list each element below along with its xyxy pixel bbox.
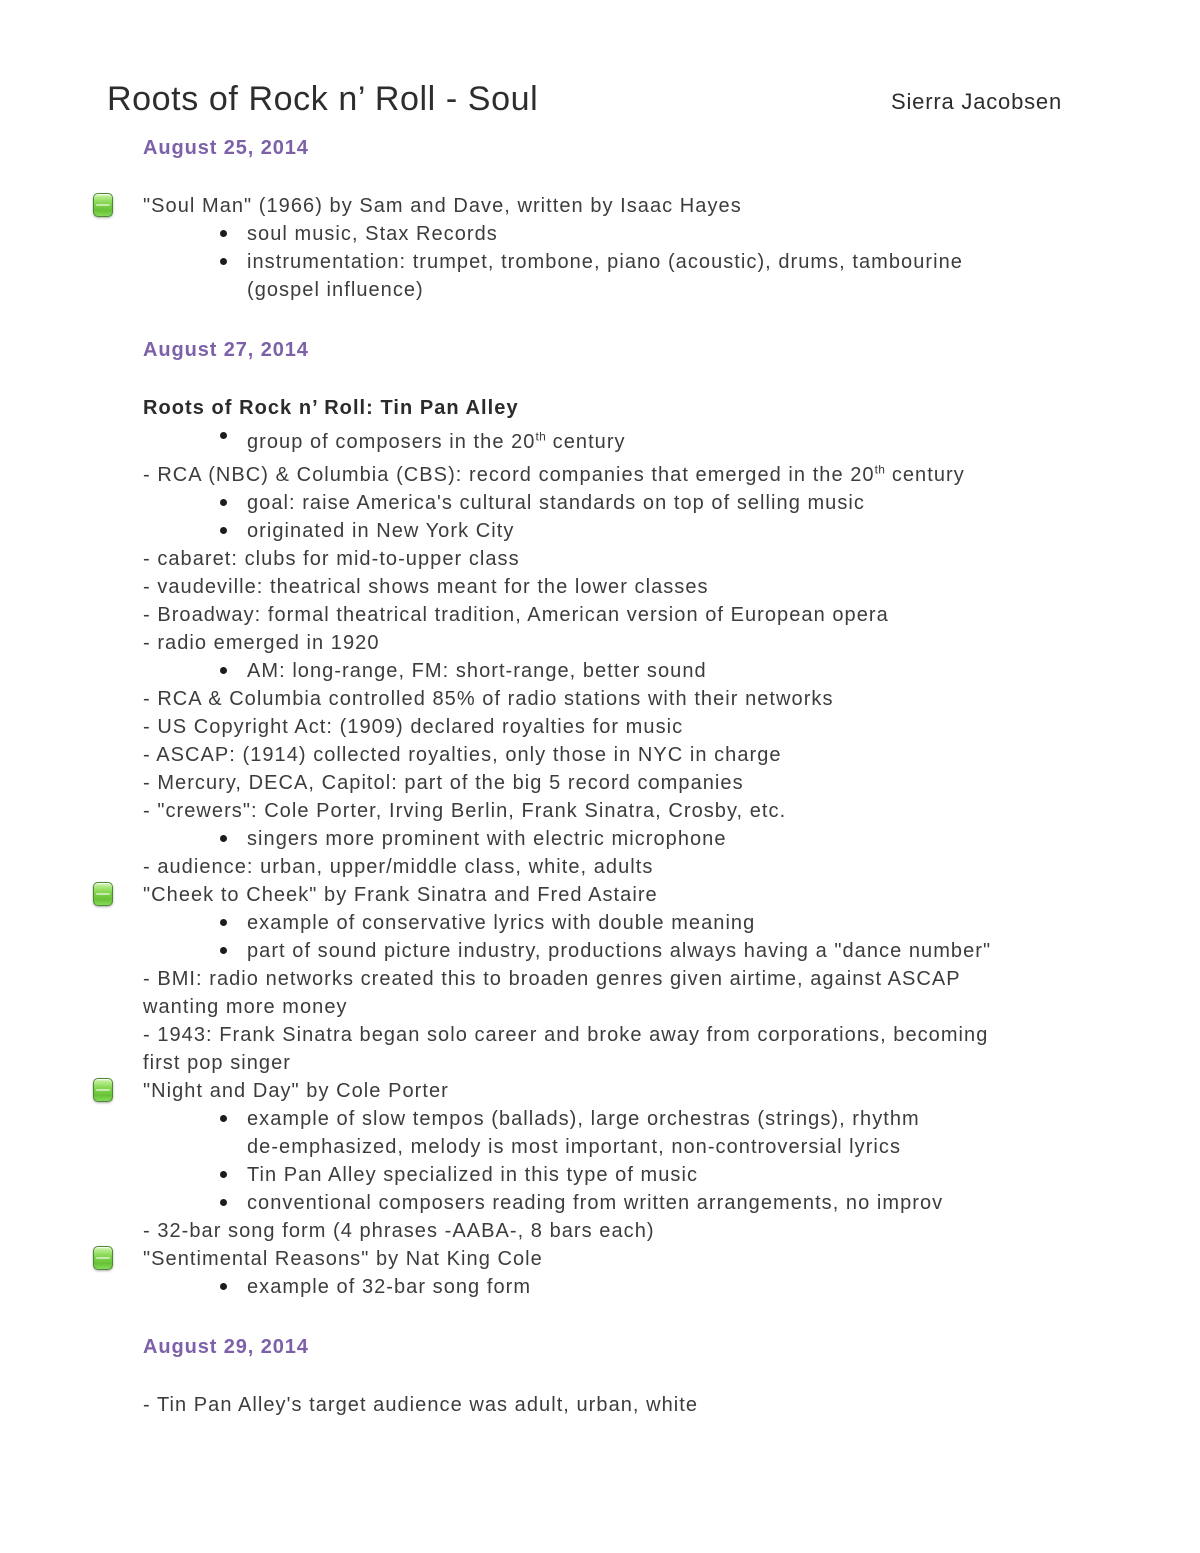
date-heading: August 25, 2014 — [143, 137, 309, 159]
bullet-icon — [220, 527, 227, 534]
line-text: originated in New York City — [247, 520, 515, 543]
bullet-icon — [220, 835, 227, 842]
note-line — [143, 489, 1150, 517]
line-text: "Night and Day" by Cole Porter — [143, 1080, 449, 1103]
bullet-icon — [220, 499, 227, 506]
line-text: group of composers in the 20th century — [247, 429, 626, 453]
bullet-icon — [220, 1283, 227, 1290]
line-text: de-emphasized, melody is most important, non-controversial lyrics — [247, 1136, 902, 1159]
line-text: example of slow tempos (ballads), large orchestras (strings), rhythm — [247, 1108, 920, 1131]
line-text: - 1943: Frank Sinatra began solo career and broke away from corporations, becoming — [143, 1024, 989, 1047]
line-text: - radio emerged in 1920 — [143, 632, 380, 655]
bullet-icon — [220, 667, 227, 674]
line-text: singers more prominent with electric microphone — [247, 828, 727, 851]
note-line — [143, 517, 1150, 545]
line-text: - US Copyright Act: (1909) declared royalties for music — [143, 716, 684, 739]
line-text: - cabaret: clubs for mid-to-upper class — [143, 548, 520, 571]
line-text: AM: long-range, FM: short-range, better sound — [247, 660, 707, 683]
note-line — [143, 685, 1150, 713]
note-line — [143, 741, 1150, 769]
note-attachment-icon[interactable] — [93, 882, 113, 906]
note-attachment-icon[interactable] — [93, 1078, 113, 1102]
note-line — [143, 629, 1150, 657]
date-heading: August 27, 2014 — [143, 339, 309, 361]
note-line — [143, 909, 1150, 937]
note-line — [143, 853, 1150, 881]
note-line — [143, 276, 1150, 304]
line-text: conventional composers reading from written arrangements, no improv — [247, 1192, 944, 1215]
line-text: "Soul Man" (1966) by Sam and Dave, written by Isaac Hayes — [143, 195, 742, 217]
note-line — [143, 601, 1150, 629]
superscript-text: th — [874, 462, 886, 477]
bullet-icon — [220, 1171, 227, 1178]
note-attachment-icon[interactable] — [93, 193, 113, 217]
line-text: - Mercury, DECA, Capitol: part of the big 5 record companies — [143, 772, 744, 795]
superscript-text: th — [535, 429, 547, 443]
note-line — [143, 456, 1150, 490]
line-text: part of sound picture industry, productions always having a "dance number" — [247, 940, 992, 963]
line-text: "Sentimental Reasons" by Nat King Cole — [143, 1248, 543, 1271]
line-text: instrumentation: trumpet, trombone, piano (acoustic), drums, tambourine — [247, 251, 963, 273]
note-line — [143, 192, 1150, 220]
line-text: goal: raise America's cultural standards on top of selling music — [247, 492, 865, 515]
note-line — [143, 1021, 1150, 1049]
line-text: Tin Pan Alley specialized in this type of music — [247, 1164, 699, 1187]
note-line — [143, 220, 1150, 248]
line-text: - vaudeville: theatrical shows meant for the lower classes — [143, 576, 709, 599]
line-text: Roots of Rock n’ Roll: Tin Pan Alley — [143, 397, 519, 419]
note-line — [143, 422, 1150, 456]
line-text: - Broadway: formal theatrical tradition, American version of European opera — [143, 604, 889, 627]
note-line — [143, 1077, 1150, 1105]
note-line — [143, 657, 1150, 685]
note-line — [143, 1105, 1150, 1133]
note-line — [143, 1161, 1150, 1189]
note-line — [143, 993, 1150, 1021]
bullet-icon — [220, 258, 227, 265]
note-line — [143, 965, 1150, 993]
line-text: - RCA (NBC) & Columbia (CBS): record companies that emerged in the 20th century — [143, 462, 965, 487]
section-title — [143, 394, 1150, 422]
note-line — [143, 937, 1150, 965]
line-text: "Cheek to Cheek" by Frank Sinatra and Fred Astaire — [143, 884, 658, 907]
line-text: - "crewers": Cole Porter, Irving Berlin, Frank Sinatra, Crosby, etc. — [143, 800, 787, 823]
line-text: - audience: urban, upper/middle class, white, adults — [143, 856, 654, 879]
line-text: example of 32-bar song form — [247, 1276, 532, 1299]
note-line — [143, 825, 1150, 853]
note-line — [143, 1391, 1150, 1419]
date-heading: August 29, 2014 — [143, 1336, 309, 1359]
note-line — [143, 1189, 1150, 1217]
line-text: first pop singer — [143, 1052, 291, 1075]
line-text: (gospel influence) — [247, 279, 424, 301]
note-line — [143, 1133, 1150, 1161]
note-line — [143, 881, 1150, 909]
line-text: - Tin Pan Alley's target audience was adult, urban, white — [143, 1394, 699, 1417]
bullet-icon — [220, 432, 227, 439]
note-line — [143, 1273, 1150, 1301]
author-name: Sierra Jacobsen — [891, 89, 1062, 114]
line-text: wanting more money — [143, 996, 348, 1019]
note-line — [143, 248, 1150, 276]
note-line — [143, 1217, 1150, 1245]
line-text: - ASCAP: (1914) collected royalties, only those in NYC in charge — [143, 744, 782, 767]
bullet-icon — [220, 919, 227, 926]
note-line — [143, 545, 1150, 573]
bullet-icon — [220, 947, 227, 954]
bullet-icon — [220, 1199, 227, 1206]
note-line — [143, 797, 1150, 825]
note-line — [143, 769, 1150, 797]
line-text: soul music, Stax Records — [247, 223, 498, 245]
notes-body — [0, 134, 1200, 1479]
note-line — [143, 1049, 1150, 1077]
document-header — [0, 0, 1200, 118]
note-line — [143, 713, 1150, 741]
bullet-icon — [220, 1115, 227, 1122]
note-line — [143, 573, 1150, 601]
line-text: - BMI: radio networks created this to broaden genres given airtime, against ASCAP — [143, 968, 961, 991]
line-text: example of conservative lyrics with double meaning — [247, 912, 756, 935]
bullet-icon — [220, 230, 227, 237]
line-text: - 32-bar song form (4 phrases -AABA-, 8 bars each) — [143, 1220, 655, 1243]
note-attachment-icon[interactable] — [93, 1246, 113, 1270]
line-text: - RCA & Columbia controlled 85% of radio stations with their networks — [143, 688, 834, 711]
note-line — [143, 1245, 1150, 1273]
page-title: Roots of Rock n’ Roll - Soul — [107, 80, 539, 118]
